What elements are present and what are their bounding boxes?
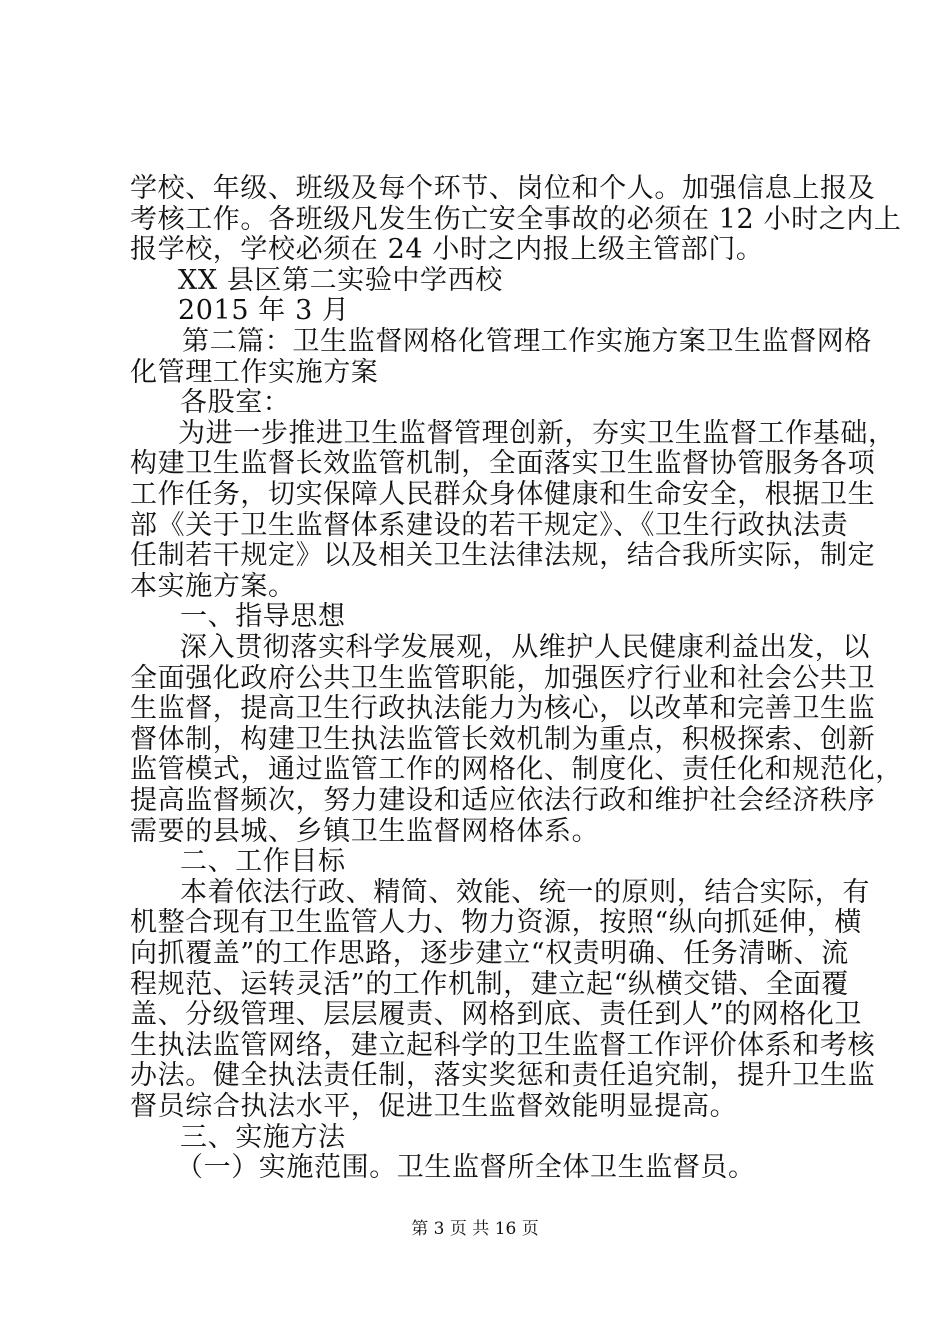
text-line: 报学校，学校必须在 24 小时之内报上级主管部门。 <box>130 234 764 265</box>
paragraph-line: 任制若干规定》以及相关卫生法律法规，结合我所实际，制定 <box>130 540 876 571</box>
paragraph-line: 盖、分级管理、层层履责、网格到底、责任到人”的网格化卫 <box>130 999 863 1030</box>
text-line: 考核工作。各班级凡发生伤亡安全事故的必须在 12 小时之内上 <box>130 204 902 235</box>
heading-guiding-thought: 一、指导思想 <box>180 601 346 632</box>
paragraph-line: 督员综合执法水平，促进卫生监督效能明显提高。 <box>130 1091 738 1122</box>
paragraph-line: 本实施方案。 <box>130 571 296 602</box>
heading-implementation: 三、实施方法 <box>180 1122 346 1153</box>
paragraph-line: 向抓覆盖”的工作思路，逐步建立“权责明确、任务清晰、流 <box>130 938 849 969</box>
paragraph-line: 机整合现有卫生监管人力、物力资源，按照“纵向抓延伸，横 <box>130 907 863 938</box>
paragraph-line: 全面强化政府公共卫生监管职能，加强医疗行业和社会公共卫 <box>130 663 876 694</box>
section-heading: 第二篇：卫生监督网格化管理工作实施方案卫生监督网格 <box>182 326 872 357</box>
paragraph-line: 生执法监管网络，建立起科学的卫生监督工作评价体系和考核 <box>130 1030 876 1061</box>
paragraph-line: 工作任务，切实保障人民群众身体健康和生命安全，根据卫生 <box>130 479 876 510</box>
paragraph-line: 深入贯彻落实科学发展观，从维护人民健康利益出发，以 <box>180 632 870 663</box>
paragraph-line: 本着依法行政、精简、效能、统一的原则，结合实际，有 <box>180 877 870 908</box>
paragraph-line: 提高监督频次，努力建设和适应依法行政和维护社会经济秩序 <box>130 785 876 816</box>
page-footer: 第 3 页 共 16 页 <box>411 1219 539 1239</box>
paragraph-line: 程规范、运转灵活”的工作机制，建立起“纵横交错、全面覆 <box>130 969 849 1000</box>
salutation: 各股室： <box>180 387 291 418</box>
paragraph-line: 督体制，构建卫生执法监管长效机制为重点，积极探索、创新 <box>130 724 876 755</box>
section-heading: 化管理工作实施方案 <box>130 357 379 388</box>
text-line: 学校、年级、班级及每个环节、岗位和个人。加强信息上报及 <box>130 173 876 204</box>
paragraph-line: 部《关于卫生监督体系建设的若干规定》、《卫生行政执法责 <box>130 510 849 541</box>
paragraph-line: 为进一步推进卫生监督管理创新，夯实卫生监督工作基础， <box>178 418 896 449</box>
date-line: 2015 年 3 月 <box>178 295 350 326</box>
heading-work-goals: 二、工作目标 <box>180 846 346 877</box>
school-name: XX 县区第二实验中学西校 <box>178 265 503 296</box>
paragraph-line: 需要的县城、乡镇卫生监督网格体系。 <box>130 816 600 847</box>
paragraph-line: 监管模式，通过监管工作的网格化、制度化、责任化和规范化， <box>130 754 903 785</box>
paragraph-line: 生监督，提高卫生行政执法能力为核心，以改革和完善卫生监 <box>130 693 876 724</box>
paragraph-line: 办法。健全执法责任制，落实奖惩和责任追究制，提升卫生监 <box>130 1060 876 1091</box>
paragraph-line: 构建卫生监督长效监管机制，全面落实卫生监督协管服务各项 <box>130 448 876 479</box>
implementation-scope: （一）实施范围。卫生监督所全体卫生监督员。 <box>176 1152 756 1183</box>
